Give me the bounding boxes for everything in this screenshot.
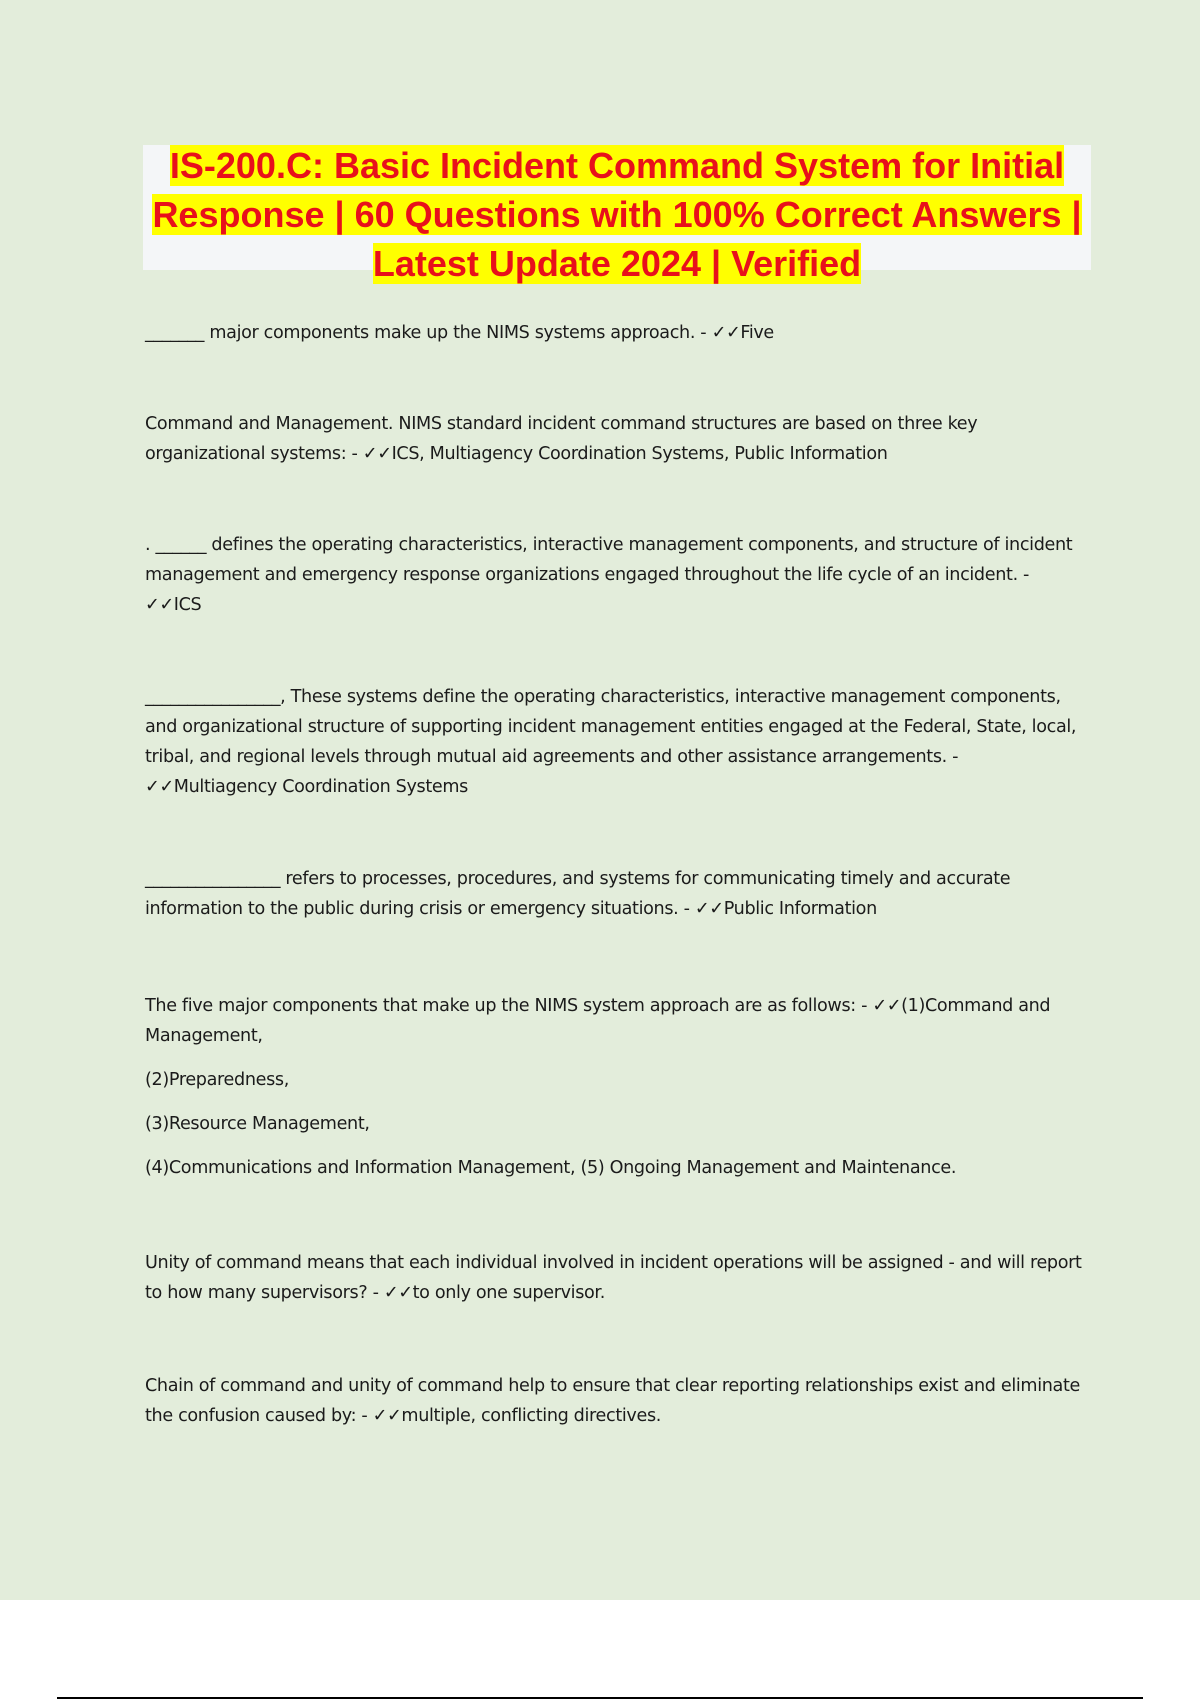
qa-item: [145, 318, 1090, 348]
qa-item: [145, 409, 1090, 469]
question-text: ________________ refers to processes, procedures, and systems for communicating timely and accurate information to the public during crisis or emergency situations. -: [145, 869, 1011, 919]
answer-list-line: (3)Resource Management,: [145, 1114, 370, 1134]
answer-text: ✓✓to only one supervisor.: [383, 1283, 605, 1303]
question-text: The five major components that make up the NIMS system approach are as follows: -: [145, 996, 873, 1016]
qa-item: [145, 1371, 1090, 1431]
title-line-2: Response | 60 Questions with 100% Correct Answers |: [152, 194, 1082, 235]
answer-list-line: (2)Preparedness,: [145, 1070, 289, 1090]
title-line-3: Latest Update 2024 | Verified: [372, 243, 862, 284]
answer-text: ✓✓multiple, conflicting directives.: [372, 1406, 662, 1426]
question-text: _______ major components make up the NIMS systems approach. -: [145, 323, 712, 343]
answer-text: ✓✓Five: [711, 323, 774, 343]
question-text: Chain of command and unity of command help to ensure that clear reporting relationships exist and eliminate the confusion caused by: -: [145, 1376, 1081, 1426]
answer-text: ✓✓(1)Command and Management,: [145, 996, 1051, 1046]
question-text: ________________, These systems define the operating characteristics, interactive management components, and organizational structure of supporting incident management entities engaged at the Federal, State, local, tribal, and regional levels through mutual aid agreements and other assistance arrangements. -: [145, 687, 1077, 767]
qa-item-lead: [145, 991, 1090, 1051]
title-line-1: IS-200.C: Basic Incident Command System for Initial: [169, 145, 1065, 186]
qa-item: [145, 991, 1090, 1183]
answer-text: ✓✓Public Information: [694, 899, 877, 919]
title-block: [143, 145, 1091, 284]
qa-item: [145, 530, 1090, 620]
qa-item: [145, 1248, 1090, 1308]
qa-item: [145, 682, 1090, 802]
answer-text: ✓✓Multiagency Coordination Systems: [145, 777, 468, 797]
answer-list-line: (4)Communications and Information Management, (5) Ongoing Management and Maintenance.: [145, 1158, 957, 1178]
question-text: Command and Management. NIMS standard incident command structures are based on three key organizational systems: -: [145, 414, 978, 464]
question-text: . ______ defines the operating characteristics, interactive management components, and structure of incident management and emergency response organizations engaged throughout the life cycle of an incident. -: [145, 535, 1073, 585]
answer-text: ✓✓ICS: [145, 595, 202, 615]
qa-item: [145, 864, 1090, 924]
page-title: [143, 145, 1091, 292]
question-text: Unity of command means that each individual involved in incident operations will be assigned - and will report to how many supervisors? -: [145, 1253, 1082, 1303]
footer-divider: [57, 1697, 1143, 1699]
answer-text: ✓✓ICS, Multiagency Coordination Systems, Public Information: [362, 444, 888, 464]
